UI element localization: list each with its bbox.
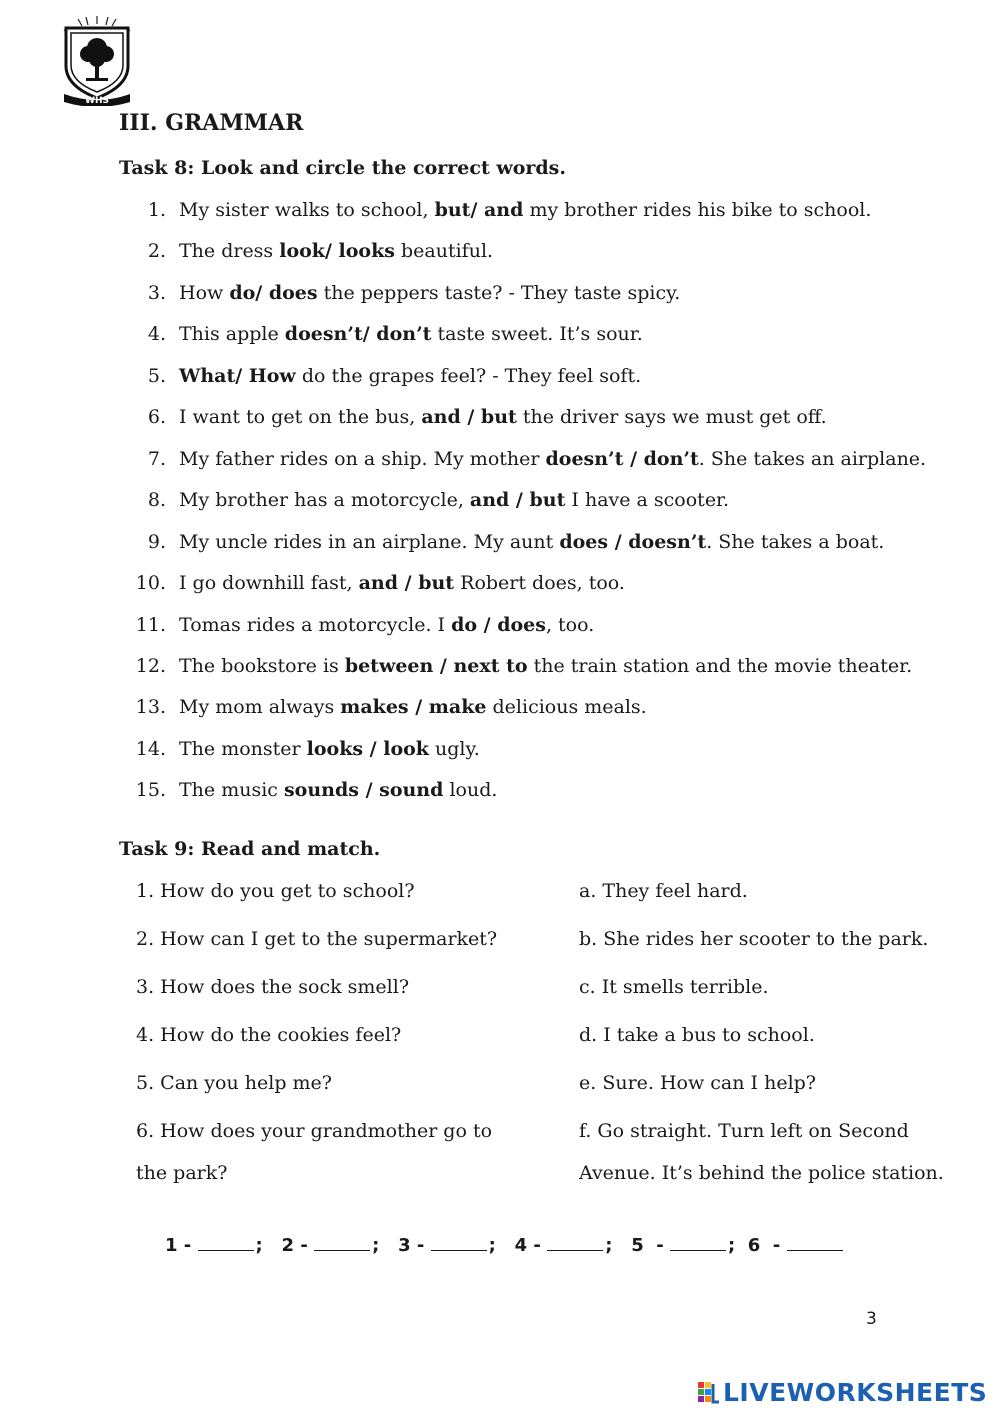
match-question: 3. How does the sock smell? [136,976,410,998]
item-number: 5. [147,364,166,387]
match-answer: c. It smells terrible. [579,976,769,998]
answer-label: 6 - [747,1235,781,1256]
task8-item [0,404,1000,430]
item-number: 4. [147,323,166,346]
svg-text:WHS: WHS [85,96,109,106]
choice-words[interactable]: What/ How [179,364,296,387]
item-sentence [179,529,884,555]
item-number: 8. [147,489,166,512]
choice-words[interactable]: do / does [451,613,546,636]
sentence-end: I have a scooter. [565,489,730,512]
section-title: III. GRAMMAR [119,110,304,136]
item-sentence [179,363,641,389]
item-number: 9. [147,530,166,553]
task8-item [0,446,1000,472]
sentence-end: do the grapes feel? - They feel soft. [295,364,642,387]
task8-item [0,280,1000,306]
answer-blank[interactable] [787,1236,843,1251]
item-sentence [179,653,912,679]
item-number: 3. [147,281,166,304]
sentence-start: How [179,281,230,304]
answer-label: 1 - [165,1235,192,1256]
answer-label: 5 - [631,1235,664,1256]
task8-title: Task 8: Look and circle the correct words. [119,157,566,179]
item-number: 6. [147,406,166,429]
task8-item [0,612,1000,638]
sentence-start: The monster [179,737,307,760]
brand-icon [698,1380,720,1404]
task8-item [0,777,1000,803]
choice-words[interactable]: and / but [421,406,517,429]
sentence-start: This apple [179,323,285,346]
sentence-end: , too. [545,613,595,636]
sentence-start: I want to get on the bus, [179,406,422,429]
item-sentence [179,570,625,596]
choice-words[interactable]: and / but [358,572,455,595]
item-sentence [179,446,926,472]
task9-title: Task 9: Read and match. [119,838,381,860]
sentence-end: . She takes an airplane. [698,447,927,470]
choice-words[interactable]: do/ does [229,281,318,304]
choice-words[interactable]: doesn’t / don’t [545,447,699,470]
task8-item [0,197,1000,223]
sentence-end: the train station and the movie theater. [527,654,913,677]
sentence-start: I go downhill fast, [179,572,359,595]
sentence-end: ugly. [428,737,480,760]
sentence-end: my brother rides his bike to school. [523,199,872,221]
sentence-end: taste sweet. It’s sour. [431,323,643,346]
choice-words[interactable]: and / but [469,489,566,512]
sentence-end: loud. [443,779,498,802]
sentence-start: My father rides on a ship. My mother [179,447,546,470]
item-sentence [179,736,480,762]
choice-words[interactable]: does / doesn’t [559,530,707,553]
match-question: 5. Can you help me? [136,1072,332,1094]
choice-words[interactable]: look/ looks [279,240,395,263]
choice-words[interactable]: but/ and [434,199,524,221]
item-sentence [179,321,643,347]
task8-item [0,736,1000,762]
item-number: 14. [135,737,166,760]
sentence-end: Robert does, too. [454,572,625,595]
answer-line: 1 - ; 2 - ; 3 - ; 4 - ; 5 - ; 6 - [165,1235,845,1256]
choice-words[interactable]: looks / look [306,737,429,760]
match-answer: e. Sure. How can I help? [579,1072,816,1094]
answer-label: 3 - [398,1235,425,1256]
match-question: 6. How does your grandmother go to the park? [136,1120,493,1184]
sentence-start: My mom always [179,696,341,719]
match-answer: b. She rides her scooter to the park. [579,928,929,950]
answer-label: 4 - [514,1235,541,1256]
item-number: 11. [135,613,166,636]
item-sentence [179,777,497,803]
match-answer: d. I take a bus to school. [579,1024,815,1046]
page-number: 3 [866,1309,877,1329]
sentence-start: Tomas rides a motorcycle. I [179,613,452,636]
sentence-start: The music [179,779,284,802]
task8-item [0,321,1000,347]
item-sentence [179,404,827,430]
sentence-start: My brother has a motorcycle, [179,489,470,512]
sentence-start: My sister walks to school, [179,199,435,221]
item-number: 1. [147,199,166,221]
choice-words[interactable]: between / next to [344,654,528,677]
sentence-start: The dress [179,240,280,263]
item-sentence [179,612,594,638]
sentence-end: delicious meals. [486,696,647,719]
answer-blank[interactable] [198,1236,254,1251]
choice-words[interactable]: makes / make [340,696,487,719]
item-sentence [179,487,729,513]
task8-item [0,529,1000,555]
task8-item [0,487,1000,513]
choice-words[interactable]: sounds / sound [283,779,444,802]
task8-item [0,570,1000,596]
sentence-start: The bookstore is [179,654,345,677]
item-number: 13. [135,696,166,719]
match-question: 1. How do you get to school? [136,880,415,902]
sentence-end: . She takes a boat. [706,530,885,553]
item-number: 2. [147,240,166,263]
task8-item [0,363,1000,389]
match-question: 2. How can I get to the supermarket? [136,928,498,950]
task8-item [0,238,1000,264]
item-number: 7. [147,447,166,470]
item-number: 12. [135,654,166,677]
task8-item [0,653,1000,679]
brand-name: LIVEWORKSHEETS [723,1377,988,1407]
match-answer: f. Go straight. Turn left on Second Avenue. It’s behind the police station. [579,1120,944,1184]
sentence-end: the driver says we must get off. [516,406,827,429]
choice-words[interactable]: doesn’t/ don’t [284,323,432,346]
match-question: 4. How do the cookies feel? [136,1024,402,1046]
item-number: 15. [135,779,166,802]
answer-label: 2 - [281,1235,308,1256]
sentence-end: the peppers taste? - They taste spicy. [317,281,681,304]
liveworksheets-brand [698,1377,987,1407]
answer-blank[interactable] [670,1236,726,1251]
item-sentence [179,280,680,306]
answer-blank[interactable] [431,1236,487,1251]
task8-item [0,694,1000,720]
item-sentence [179,694,647,720]
sentence-end: beautiful. [394,240,494,263]
answer-blank[interactable] [547,1236,603,1251]
sentence-start: My uncle rides in an airplane. My aunt [179,530,560,553]
answer-blank[interactable] [314,1236,370,1251]
item-sentence [179,197,871,223]
item-number: 10. [135,572,166,595]
match-answer: a. They feel hard. [579,880,748,902]
school-crest-logo [58,14,136,106]
item-sentence [179,238,493,264]
